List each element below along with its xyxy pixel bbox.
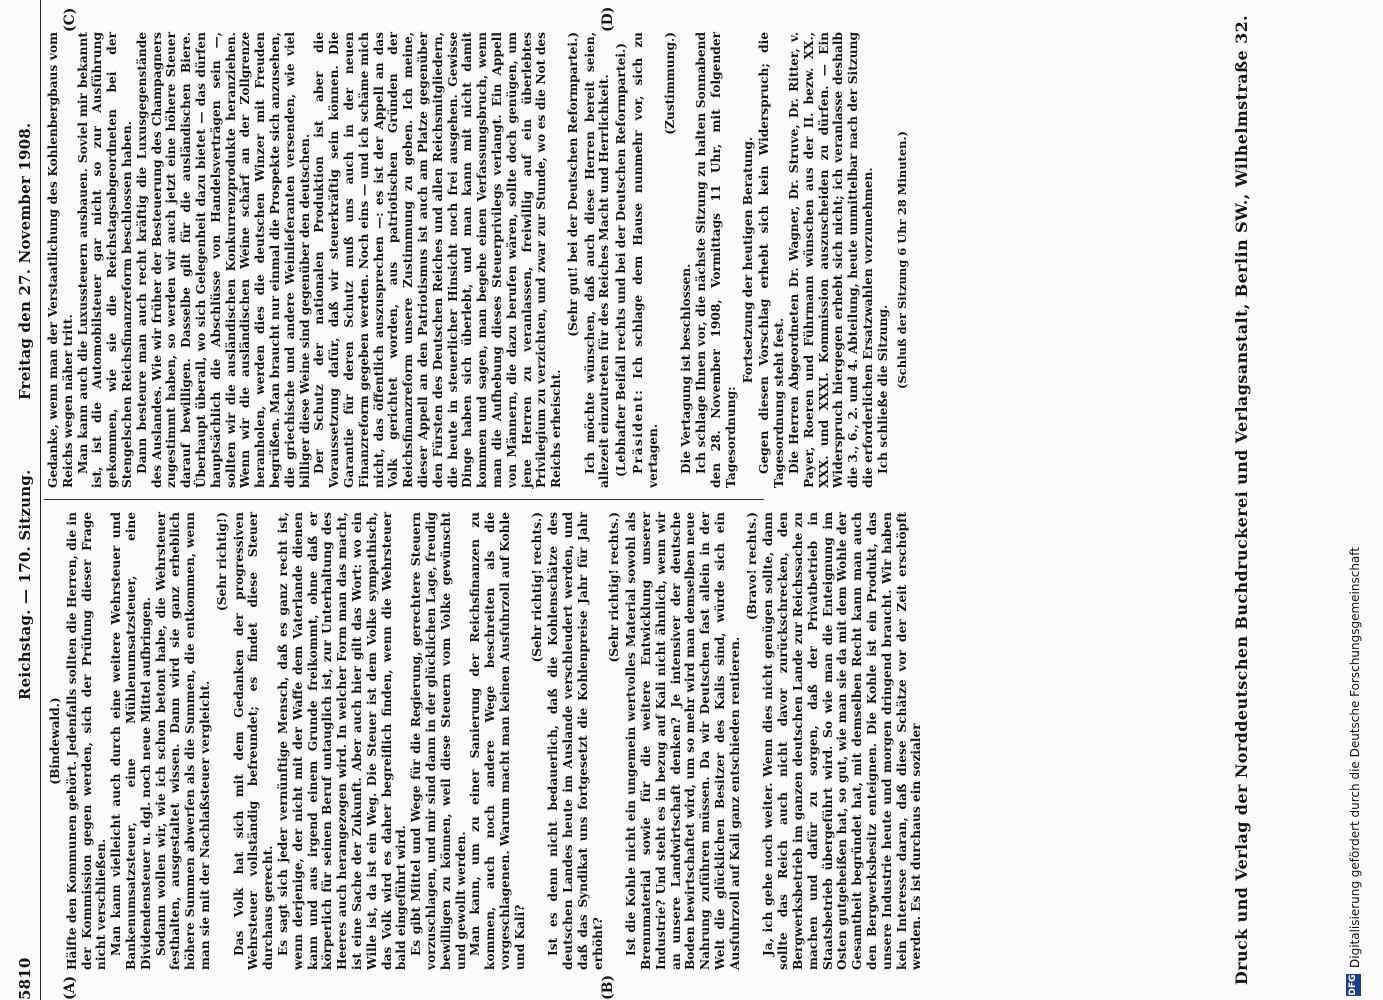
paragraph: Ist die Kohle nicht ein ungemein wertvolles Material sowohl als Brennmaterial sowie für die weitere Entwicklung unserer Industrie? Und steht es in bezug auf Kali nicht ähnlich, wenn wir an unsere Landwirtschaft denken? Je intensiver der deutsche Boden bewirtschaftet wird, um so mehr wird man demselben neue Nahrung zuführen müssen. Da wir Deutschen fast allein in der Welt die glücklichen Besitzer des Kalis sind, würde sich ein Ausfuhrzoll auf Kali ganz entschieden rentieren. xyxy=(624,512,742,970)
dfg-logo: DFG xyxy=(1346,974,1361,996)
paragraph: Ja, ich gehe noch weiter. Wenn dies nicht genügen sollte, dann sollte das Reich auch nicht davor zurückschrecken, den Bergwerksbetrieb im ganzen deutschen Lande zur Reichssache zu machen und dafür zu sorgen, daß der Privatbetrieb in Staatsbetrieb übergeführt wird. So wie man die Enteignung im Osten gutgeheißen hat, so gut, wie man sie da mit dem Wohle der Gesamtheit begründet hat, mit demselben Recht kann man auch den Bergwerksbesitz enteignen. Die Kohle ist ein Produkt, das unsere Industrie heute und morgen dringend braucht. Wir haben kein Interesse daran, daß diese Schätze vor der Zeit erschöpft werden. Es ist durchaus ein sozialer xyxy=(761,512,924,970)
closing-note: (Schluß der Sitzung 6 Uhr 28 Minuten.) xyxy=(894,131,909,390)
credit-text: Digitalisierung gefördert durch die Deutsche Forschungsgemeinschaft xyxy=(1348,546,1362,968)
header-rule xyxy=(40,0,41,1000)
paragraph: Ich möchte wünschen, daß auch diese Herren bereit seien, allezeit einzutreten für des Reiches Macht und Herrlichkeit. xyxy=(582,32,612,488)
margin-mark-a: (A) xyxy=(62,975,78,1000)
paragraph: Die Vertagung ist beschlossen. xyxy=(679,263,694,474)
paragraph: Hälfte den Kommunen gehört. Jedenfalls sollten die Herren, die in der Kommission gegen werden, sich der Prüfung dieser Frage nicht verschließen. xyxy=(64,512,109,970)
right-column xyxy=(46,32,909,488)
page-number: 5810 xyxy=(16,957,34,1000)
page-title: Reichstag. — 170. Sitzung. xyxy=(16,469,34,700)
paragraph: Ich schließe die Sitzung. xyxy=(875,304,890,474)
paragraph: Der Schutz der nationalen Produktion ist aber die Voraussetzung dafür, daß wir steuerkräftig sein können. Die Garantie für deren Schutz muß uns auch in der neuen Finanzreform gegeben werden. Noch eins — und ich schäme mich nicht, das öffentlich auszusprechen —: es ist der Appell an das Volk gerichtet worden, aus patriotischen Gründen der Reichsfinanzreform unsere Zustimmung zu geben. Ich meine, dieser Appell an den Patriotismus ist auch am Platze gegenüber den Fürsten des Deutschen Reiches und allen Reichsmitgliedern, die heute in steuerlicher Hinsicht noch frei ausgehen. Gewisse Dinge haben sich überlebt, und man kann mit nicht damit kommen und sagen, man begehe einen Verfassungsbruch, wenn man die Aufhebung dieses Steuerprivilegs verlangt. Ein Appell von Männern, die dazu berufen wären, sollte doch genügen, um jene Herren zu veranlassen, freiwillig auf ein überlebtes Privilegium zu verzichten, und zwar zur Stunde, wo es die Not des Reichs erheischt. xyxy=(312,32,564,488)
interjection: (Lebhafter Beifall rechts und bei der Deutschen Reformpartei.) xyxy=(614,43,629,478)
paragraph: Das Volk hat sich mit dem Gedanken der progressiven Wehrsteuer vollständig befreundet; es findet diese Steuer durchaus gerecht. xyxy=(231,512,276,970)
page-date: Freitag den 27. November 1908. xyxy=(16,122,34,400)
president-text: Ich schlage dem Hause nunmehr vor, sich zu vertagen. xyxy=(631,32,660,488)
margin-mark-c: (C) xyxy=(62,7,78,32)
printer-imprint: Druck und Verlag der Norddeutschen Buchdruckerei und Verlagsanstalt, Berlin SW., Wilhelmstraße 32. xyxy=(1232,14,1251,986)
paragraph: Man kann vielleicht auch durch eine weitere Wehrsteuer und Bankenumsatzsteuer, eine Mühlenumsatzsteuer, eine Dividendensteuer u. dgl. noch neue Mittel aufbringen. xyxy=(109,512,153,970)
page-header xyxy=(16,0,36,1000)
paragraph: Man kann auch die Luxussteuern ausbauen. Soviel mir bekannt ist, ist die Automobilsteuer gar nicht so zur Ausführung gekommen, wie sie die Reichstagsabgeordneten bei der Stengelschen Reichsfinanzreform beschlossen haben. xyxy=(75,32,134,488)
paragraph: Dann besteure man auch recht kräftig die Luxusgegenstände des Auslandes. Wie wir früher der Besteuerung des Champagners zugestimmt haben, so werden wir auch jetzt eine höhere Steuer darauf bewilligen. Dasselbe gilt für die ausländischen Biere. Überhaupt überall, wo sich Gelegenheit dazu bietet — das dürfen hauptsächlich die Abschlüsse von Handelsverträgen sein —, sollten wir die ausländischen Konkurrenzprodukte heranziehen. Wenn wir die ausländischen Weine schärf an der Zollgrenze heranholen, werden dies die deutschen Winzer mit Freuden begrüßen. Man braucht nur einmal die Prospekte sich anzusehen, die griechische und andere Weinlieferanten versenden, wie viel billiger diese Weine sind gegenüber den deutschen. xyxy=(134,32,312,488)
margin-mark-d: (D) xyxy=(600,6,616,32)
left-column xyxy=(46,512,924,970)
paragraph: Es sagt sich jeder vernünftige Mensch, daß es ganz recht ist, wenn derjenige, der nicht mit der Waffe dem Vaterlande dienen kann und aus irgend einem Grunde freikommt, ohne daß er körperlich für seinen Beruf untauglich ist, zur Unterhaltung des Heeres auch herangezogen wird. In welcher Form man das macht, ist eine Sache der Zukunft. Aber auch hier gilt das Wort: wo ein Wille ist, da ist ein Weg. Die Steuer ist dem Volke sympathisch, das Volk wird es daher begreiflich finden, wenn die Wehrsteuer bald eingeführt wird. xyxy=(275,512,409,970)
paragraph: Die Herren Abgeordneten Dr. Wagner, Dr. Struve, Dr. Ritter, v. Payer, Roeren und Führmann wünschen aus der II. bezw. XX., XXX. und XXXI. Kommission auszuscheiden zu dürfen. — Ein Widerspruch hiergegen erhebt sich nicht; ich veranlasse deshalb die 3., 6., 2. und 4. Abteilung, heute unmittelbar nach der Sitzung die erforderlichen Ersatzwahlen vorzunehmen. xyxy=(787,32,876,488)
president-statement xyxy=(631,32,661,488)
interjection: (Sehr richtig!) xyxy=(214,512,229,612)
paragraph: Es gibt Mittel und Wege für die Regierung, gerechtere Steuern vorzuschlagen, und mir sind dann in der glücklichen Lage, freudig bewilligen zu können, weil diese Steuern vom Volke gewünscht und gewollt werden. xyxy=(409,512,468,970)
paragraph: Man kann, um zu einer Sanierung der Reichsfinanzen zu kommen, auch noch andere Wege beschreiten als die vorgeschlagenen. Warum macht man keinen Ausfuhrzoll auf Kohle und Kali? xyxy=(468,512,527,970)
paragraph: Ich schlage Ihnen vor, die nächste Sitzung zu halten Sonnabend den 28. November 1908, Vormittags 11 Uhr, mit folgender Tagesordnung: xyxy=(694,32,738,488)
paragraph: Ist es denn nicht bedauerlich, daß die Kohlenschätze des deutschen Landes heute im Auslande verschleudert werden, und daß das Syndikat uns fortgesetzt die Kohlenpreise Jahr für Jahr erhöht? xyxy=(546,512,605,970)
interjection: (Sehr richtig! rechts.) xyxy=(529,512,544,663)
interjection: (Sehr gut! bei der Deutschen Reformpartei.) xyxy=(565,32,580,337)
paragraph: Sodann wollen wir, wie ich schon betont habe, die Wehrsteuer festhalten, ausgestaltet wissen. Dann wird sie ganz erheblich höhere Summen abwerfen als die Summen, die entkommen, wenn man sie mit der Nachlaßsteuer vergleicht. xyxy=(153,512,212,970)
paragraph: Gegen diesen Vorschlag erhebt sich kein Widerspruch; die Tagesordnung steht fest. xyxy=(757,32,787,488)
paragraph: Gedanke, wenn man der Verstaatlichung des Kohlenbergbaus vom Reichs wegen näher tritt. xyxy=(46,32,75,488)
interjection: (Zustimmung.) xyxy=(662,32,677,135)
margin-mark-b: (B) xyxy=(600,974,616,1000)
president-label: Präsident: xyxy=(631,388,646,474)
interjection: (Bravo! rechts.) xyxy=(744,512,759,621)
interjection: (Sehr richtig! rechts.) xyxy=(607,512,622,663)
agenda-item: Fortsetzung der heutigen Beratung. xyxy=(740,136,755,384)
speaker-name: (Bindewald.) xyxy=(48,697,62,785)
column-divider xyxy=(44,499,764,500)
